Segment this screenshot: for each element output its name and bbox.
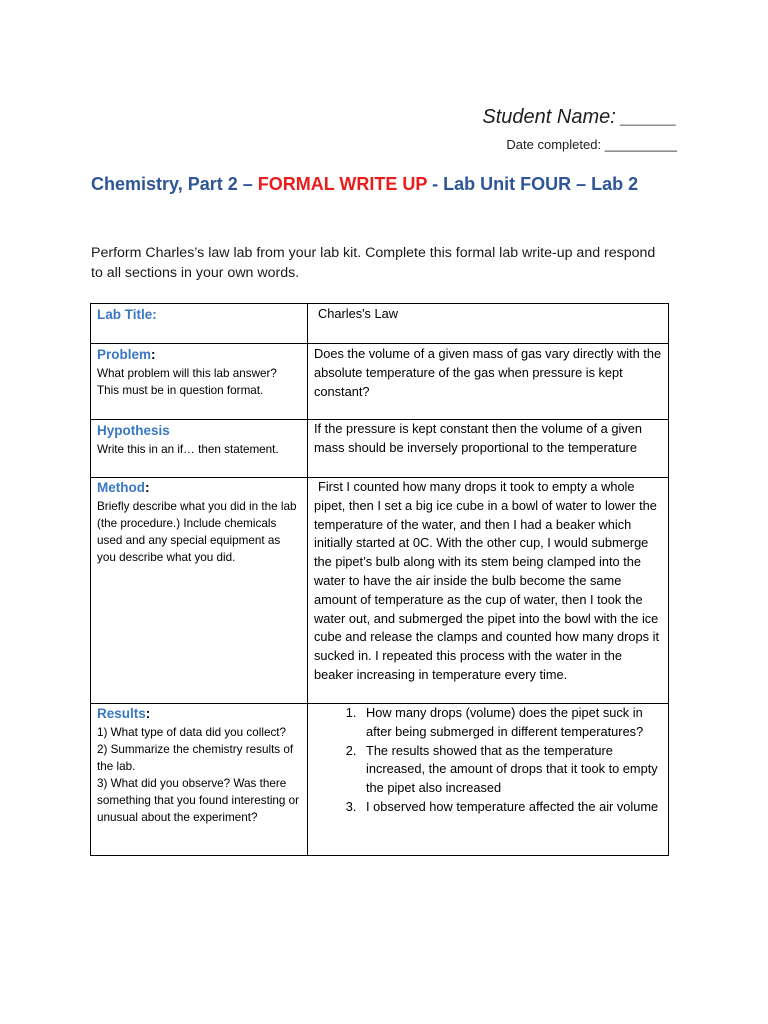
results-label-cell [91, 704, 308, 856]
hypothesis-answer-cell [308, 420, 669, 478]
results-answer-3: 3. I observed how temperature affected the air volume [360, 798, 662, 817]
method-heading: Method: [97, 480, 150, 495]
table-row-problem [91, 344, 669, 420]
hypothesis-prompt: Write this in an if… then statement. [97, 443, 279, 456]
method-answer: First I counted how many drops it took to empty a whole pipet, then I set a big ice cube in a bowl of water to lower the temperature of the water, and then I had a beaker which initially started at 0C. With the other cup, I would submerge the pipet’s bulb along with its stem being clamped into the water to have the air inside the bulb become the same amount of temperature as the cup of water, then I took the water out, and submerged the pipet into the bowl with the ice cube and release the clamps and counted how many drops it sucked in. I repeated this process with the water in the beaker increasing in temperature every time. [314, 479, 660, 682]
lab-title-answer: Charles's Law [318, 306, 398, 321]
lab-title-label-cell [91, 304, 308, 344]
results-answer-list [314, 704, 662, 817]
hypothesis-label-cell [91, 420, 308, 478]
table-row-hypothesis [91, 420, 669, 478]
results-heading: Results: [97, 706, 151, 721]
results-prompt-1: 1) What type of data did you collect? [97, 726, 287, 739]
results-prompt-2: 2) Summarize the chemistry results of the lab. [97, 743, 294, 773]
method-answer-cell [308, 478, 669, 704]
hypothesis-answer: If the pressure is kept constant then the volume of a given mass should be inversely proportional to the temperature [314, 421, 642, 455]
problem-prompt: What problem will this lab answer? This must be in question format. [97, 367, 277, 397]
lab-writeup-table [90, 303, 669, 856]
results-answer-1: 1. How many drops (volume) does the pipet suck in after being submerged in different temperatures? [360, 704, 662, 742]
table-row-results [91, 704, 669, 856]
problem-label-cell [91, 344, 308, 420]
student-name-field: Student Name: _____ [482, 106, 677, 128]
method-prompt: Briefly describe what you did in the lab (the procedure.) Include chemicals used and any special equipment as you describe what you did. [97, 500, 297, 564]
date-completed-field: Date completed: __________ [506, 137, 677, 152]
table-row-method [91, 478, 669, 704]
lab-title-heading: Lab Title: [97, 307, 157, 322]
title-formal-write-up: FORMAL WRITE UP [257, 174, 428, 194]
title-part-1: Chemistry, Part 2 – [91, 174, 258, 194]
method-label-cell [91, 478, 308, 704]
lab-title-answer-cell [308, 304, 669, 344]
document-title [91, 171, 671, 198]
results-prompt-3: 3) What did you observe? Was there something that you found interesting or unusual about the experiment? [97, 777, 300, 824]
results-answer-2: 2. The results showed that as the temperature increased, the amount of drops that it took to empty the pipet also increased [360, 742, 662, 798]
problem-answer: Does the volume of a given mass of gas vary directly with the absolute temperature of the gas when pressure is kept constant? [314, 346, 662, 399]
hypothesis-heading: Hypothesis [97, 423, 170, 438]
problem-answer-cell [308, 344, 669, 420]
title-part-3: - Lab Unit FOUR – Lab 2 [427, 174, 639, 194]
problem-heading: Problem: [97, 347, 156, 362]
intro-paragraph: Perform Charles’s law lab from your lab kit. Complete this formal lab write-up and respond to all sections in your own words. [91, 245, 656, 281]
table-row-lab-title [91, 304, 669, 344]
results-answer-cell [308, 704, 669, 856]
